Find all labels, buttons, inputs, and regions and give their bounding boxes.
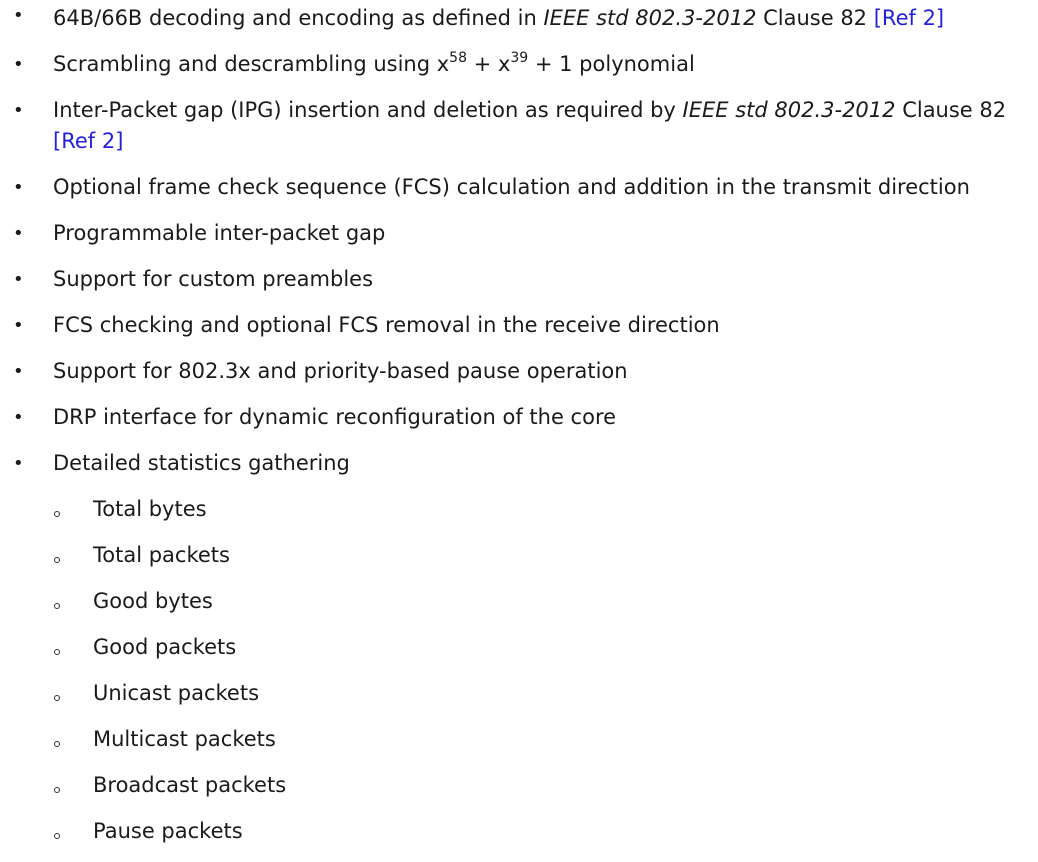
exponent: 58	[449, 50, 467, 66]
stat-item: Good bytes	[0, 586, 1038, 617]
stat-item: Total packets	[0, 540, 1038, 571]
feature-text: Detailed statistics gathering	[53, 451, 350, 475]
feature-item-custom-preambles	[0, 264, 1038, 295]
feature-item-fcs-calc	[0, 172, 1038, 203]
feature-text: Scrambling and descrambling using x	[53, 52, 450, 76]
stat-item: Total bytes	[0, 494, 1038, 525]
feature-text: FCS checking and optional FCS removal in the receive direction	[53, 313, 720, 337]
feature-text: 64B/66B decoding and encoding as defined in	[53, 6, 544, 30]
feature-item-drp	[0, 402, 1038, 433]
feature-item-scrambling	[0, 49, 1038, 80]
standard-reference: IEEE std 802.3-2012	[682, 98, 896, 122]
ref-2-link[interactable]: [Ref 2]	[873, 6, 945, 30]
feature-text: + 1 polynomial	[528, 52, 695, 76]
feature-text: Inter-Packet gap (IPG) insertion and deletion as required by	[53, 98, 683, 122]
feature-text: Clause 82	[895, 98, 1007, 122]
feature-text: DRP interface for dynamic reconfiguration of the core	[53, 405, 617, 429]
stat-item: Broadcast packets	[0, 770, 1038, 801]
standard-reference: IEEE std 802.3-2012	[543, 6, 757, 30]
feature-text: Support for custom preambles	[53, 267, 374, 291]
stat-item: Pause packets	[0, 816, 1038, 847]
exponent: 39	[510, 50, 529, 66]
ref-2-link[interactable]: [Ref 2]	[53, 129, 124, 153]
feature-item-decoding	[0, 0, 1038, 34]
feature-item-statistics	[0, 448, 1038, 479]
stat-item: Multicast packets	[0, 724, 1038, 755]
stat-item: Good packets	[0, 632, 1038, 663]
feature-text: + x	[467, 52, 511, 76]
feature-item-fcs-check	[0, 310, 1038, 341]
feature-item-programmable-ipg	[0, 218, 1038, 249]
feature-text: Support for 802.3x and priority-based pause operation	[53, 359, 628, 383]
feature-text: Clause 82	[756, 6, 874, 30]
feature-item-pause	[0, 356, 1038, 387]
feature-item-ipg	[0, 95, 1038, 157]
feature-text: Optional frame check sequence (FCS) calculation and addition in the transmit direction	[53, 175, 970, 199]
statistics-sublist	[0, 494, 1038, 847]
stat-item: Unicast packets	[0, 678, 1038, 709]
feature-text: Programmable inter-packet gap	[53, 221, 386, 245]
